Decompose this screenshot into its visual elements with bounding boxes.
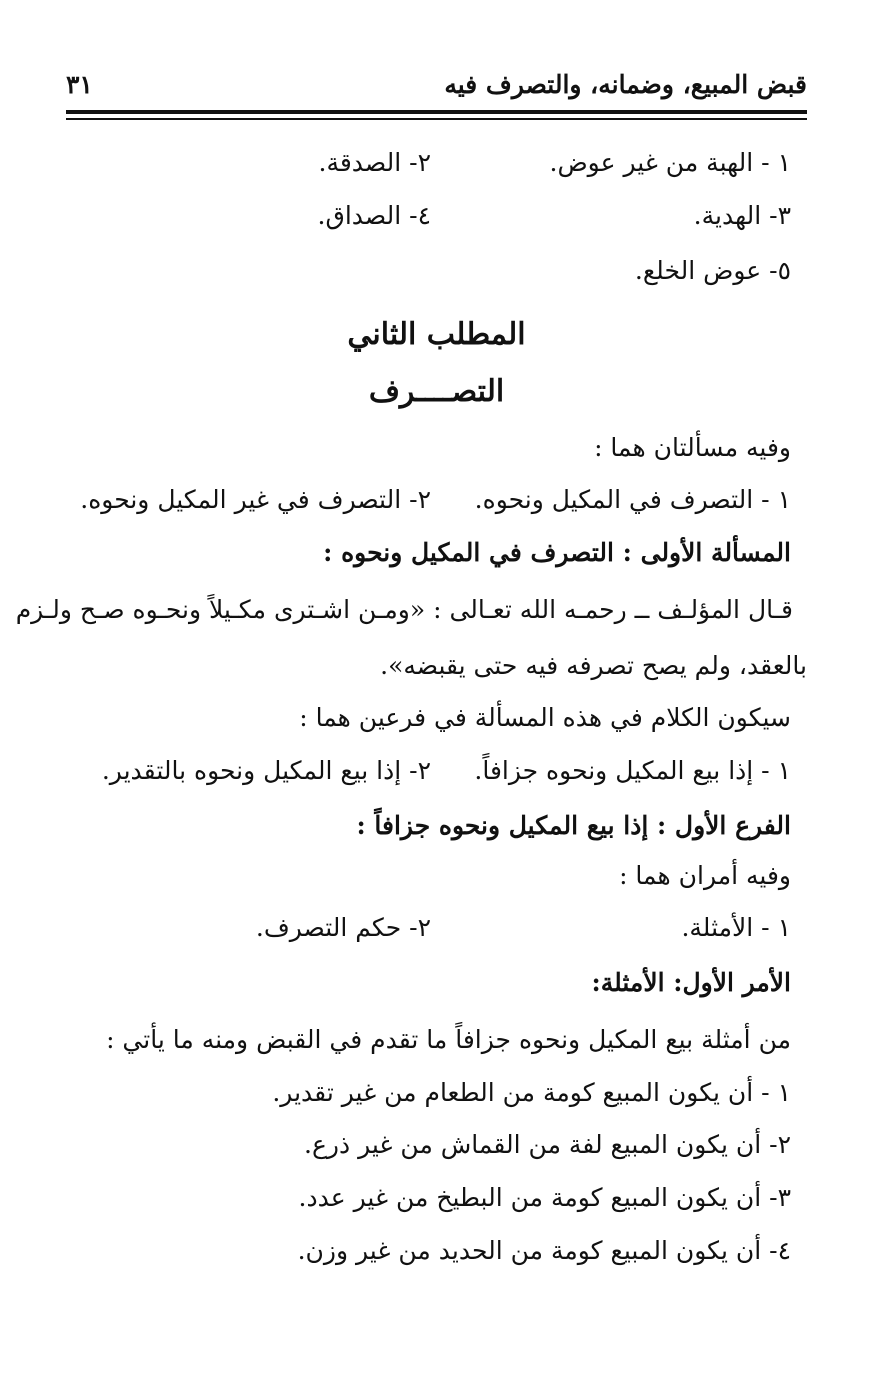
list-item: ٣- أن يكون المبيع كومة من البطيخ من غير عدد. (298, 1183, 791, 1212)
list-item: ٥- عوض الخلع. (634, 256, 791, 285)
list-item: ١ - الهبة من غير عوض. (549, 148, 791, 177)
intro-text: وفيه مسألتان هما : (594, 433, 791, 462)
list-item: ٢- إذا بيع المكيل ونحوه بالتقدير. (101, 756, 431, 785)
list-item: ١ - الأمثلة. (681, 913, 791, 942)
issue-heading: المسألة الأولى : التصرف في المكيل ونحوه : (323, 538, 791, 567)
section-heading: المطلب الثاني (347, 317, 526, 352)
list-item: ١ - التصرف في المكيل ونحوه. (474, 485, 791, 514)
section-subheading: التصــــرف (368, 374, 505, 409)
list-item: ٢- حكم التصرف. (255, 913, 431, 942)
page-number: ٣١ (66, 70, 93, 99)
matters-intro: وفيه أمران هما : (619, 861, 791, 890)
quote-line: بالعقد، ولم يصح تصرفه فيه حتى يقبضه». (380, 651, 807, 680)
branch-heading: الفرع الأول : إذا بيع المكيل ونحوه جزافاً : (356, 811, 791, 840)
list-item: ١ - أن يكون المبيع كومة من الطعام من غير تقدير. (272, 1078, 791, 1107)
list-item: ٢- الصدقة. (318, 148, 431, 177)
list-item: ٣- الهدية. (693, 201, 791, 230)
branches-intro: سيكون الكلام في هذه المسألة في فرعين هما : (299, 703, 791, 732)
header-rule-thin (66, 118, 807, 120)
examples-intro: من أمثلة بيع المكيل ونحوه جزافاً ما تقدم في القبض ومنه ما يأتي : (106, 1025, 791, 1054)
list-item: ٢- أن يكون المبيع لفة من القماش من غير ذرع. (304, 1130, 791, 1159)
list-item: ٤- أن يكون المبيع كومة من الحديد من غير وزن. (297, 1236, 791, 1265)
matter-heading: الأمر الأول: الأمثلة: (591, 968, 791, 997)
quote-line: قـال المؤلـف ــ رحمـه الله تعـالى : «ومـن اشـترى مكـيلاً ونحـوه صـح ولـزم (15, 595, 793, 624)
list-item: ١ - إذا بيع المكيل ونحوه جزافاً. (474, 756, 791, 785)
header-rule-thick (66, 110, 807, 114)
header-title: قبض المبيع، وضمانه، والتصرف فيه (444, 70, 807, 99)
list-item: ٢- التصرف في غير المكيل ونحوه. (80, 485, 431, 514)
list-item: ٤- الصداق. (317, 201, 431, 230)
running-header (66, 70, 807, 100)
